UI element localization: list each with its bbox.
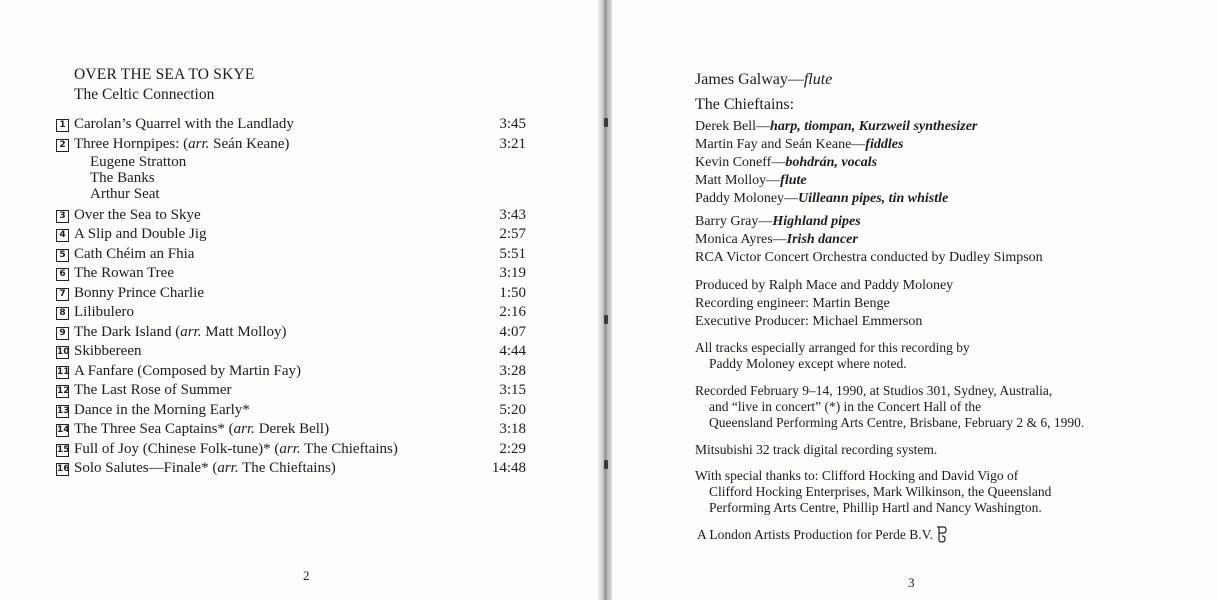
- recording-note: Recorded February 9–14, 1990, at Studios 301, Sydney, Australia,: [695, 383, 1053, 398]
- track-row: [56, 284, 526, 304]
- track-title: The Dark Island (arr. Matt Molloy): [74, 323, 287, 340]
- track-time: 14:48: [491, 460, 526, 476]
- track-number: 3: [56, 210, 69, 223]
- production-company-credit: A London Artists Production for Perde B.V.: [697, 525, 947, 543]
- track-time: 3:18: [499, 421, 526, 437]
- track-title: Bonny Prince Charlie: [74, 284, 204, 301]
- production-credit: Produced by Ralph Mace and Paddy Moloney: [695, 278, 954, 293]
- track-number: 10: [57, 347, 70, 357]
- track-row: [56, 362, 526, 382]
- track-row: [56, 342, 526, 362]
- track-row: [56, 420, 526, 440]
- member-credit: Martin Fay and Seán Keane—fiddles: [695, 137, 904, 152]
- track-time: 2:57: [499, 226, 526, 242]
- perde-logo-icon: [935, 525, 947, 543]
- track-row: [56, 381, 526, 401]
- track-row: [56, 225, 526, 245]
- track-title: Over the Sea to Skye: [74, 206, 201, 223]
- arrangement-note: Paddy Moloney except where noted.: [709, 356, 907, 371]
- track-row: [56, 323, 526, 343]
- track-number: 14: [57, 425, 70, 435]
- track-row: [56, 135, 526, 206]
- track-number: 4: [56, 229, 69, 242]
- guest-credit: Monica Ayres—Irish dancer: [695, 232, 858, 247]
- track-title: Solo Salutes—Finale* (arr. The Chieftains): [74, 460, 336, 476]
- member-credit: Kevin Coneff—bohdrán, vocals: [695, 155, 878, 170]
- member-credit: Matt Molloy—flute: [695, 173, 807, 188]
- track-row: [56, 206, 526, 226]
- page-number-right: 3: [908, 575, 915, 590]
- track-row: [56, 245, 526, 265]
- track-time: 1:50: [499, 284, 526, 301]
- track-time: 5:20: [499, 401, 526, 418]
- thanks-note: With special thanks to: Clifford Hocking and David Vigo of: [695, 468, 1019, 483]
- track-number: 6: [56, 268, 69, 281]
- system-note: Mitsubishi 32 track digital recording system.: [695, 442, 938, 457]
- band-heading: The Chieftains:: [695, 96, 795, 113]
- track-title: Lilibulero: [74, 304, 134, 320]
- track-time: 2:29: [499, 440, 526, 457]
- track-time: 3:19: [499, 265, 526, 281]
- guest-credit: Barry Gray—Highland pipes: [695, 214, 861, 229]
- track-title: Full of Joy (Chinese Folk-tune)* (arr. The Chieftains): [74, 440, 398, 457]
- galway-credit: James Galway—flute: [695, 71, 833, 88]
- track-row: [56, 401, 526, 421]
- page-number-left: 2: [303, 568, 310, 583]
- album-title: OVER THE SEA TO SKYE: [74, 66, 255, 83]
- track-row: [56, 115, 526, 135]
- track-number: 9: [56, 327, 69, 340]
- track-row: [56, 459, 526, 479]
- production-credit: Recording engineer: Martin Benge: [695, 296, 890, 311]
- track-number: 2: [56, 139, 69, 152]
- track-time: 5:51: [499, 245, 526, 262]
- track-number: 1: [56, 119, 69, 132]
- track-list: [56, 115, 526, 479]
- track-time: 3:28: [499, 362, 526, 379]
- album-subtitle: The Celtic Connection: [74, 86, 215, 103]
- track-title: The Three Sea Captains* (arr. Derek Bell): [74, 421, 330, 437]
- track-title: Cath Chéim an Fhia: [74, 245, 195, 262]
- left-page: [0, 0, 604, 600]
- track-time: 4:07: [499, 323, 526, 340]
- member-credit: Derek Bell—harp, tiompan, Kurzweil synthesizer: [695, 119, 978, 134]
- track-row: [56, 440, 526, 460]
- track-title: Three Hornpipes: (arr. Seán Keane): [74, 135, 290, 152]
- track-number: 16: [57, 464, 70, 474]
- track-number: 5: [56, 249, 69, 262]
- track-number: 15: [57, 444, 70, 455]
- track-title: A Fanfare (Composed by Martin Fay): [74, 362, 302, 379]
- sub-track: The Banks: [90, 169, 155, 186]
- member-credit: Paddy Moloney—Uilleann pipes, tin whistle: [695, 191, 949, 206]
- thanks-note: Performing Arts Centre, Phillip Hartl and Nancy Washington.: [709, 500, 1042, 515]
- track-title: The Rowan Tree: [74, 265, 174, 281]
- staple-mark: [604, 460, 608, 469]
- track-time: 4:44: [499, 343, 526, 359]
- staple-mark: [604, 315, 608, 324]
- track-row: [56, 303, 526, 323]
- track-row: [56, 264, 526, 284]
- track-time: 3:45: [499, 116, 526, 132]
- track-time: 3:43: [499, 206, 526, 223]
- sub-track: Eugene Stratton: [90, 153, 187, 170]
- track-title: The Last Rose of Summer: [74, 382, 232, 398]
- track-number: 13: [57, 405, 70, 416]
- recording-note: and “live in concert” (*) in the Concert Hall of the: [709, 399, 982, 414]
- orchestra-credit: RCA Victor Concert Orchestra conducted by Dudley Simpson: [695, 250, 1043, 265]
- track-title: Skibbereen: [74, 343, 142, 359]
- track-number: 12: [57, 386, 70, 396]
- track-time: 2:16: [499, 304, 526, 320]
- track-number: 7: [56, 288, 69, 301]
- track-title: Dance in the Morning Early*: [74, 401, 250, 418]
- production-credit: Executive Producer: Michael Emmerson: [695, 314, 923, 329]
- thanks-note: Clifford Hocking Enterprises, Mark Wilkinson, the Queensland: [709, 484, 1052, 499]
- track-time: 3:21: [499, 135, 526, 152]
- track-title: Carolan’s Quarrel with the Landlady: [74, 116, 294, 132]
- staple-mark: [604, 118, 608, 127]
- arrangement-note: All tracks especially arranged for this recording by: [695, 340, 970, 355]
- track-time: 3:15: [499, 382, 526, 398]
- recording-note: Queensland Performing Arts Centre, Brisbane, February 2 & 6, 1990.: [709, 415, 1085, 430]
- track-number: 11: [57, 366, 70, 377]
- track-number: 8: [56, 307, 69, 320]
- track-title: A Slip and Double Jig: [74, 226, 207, 242]
- sub-track: Arthur Seat: [90, 185, 160, 202]
